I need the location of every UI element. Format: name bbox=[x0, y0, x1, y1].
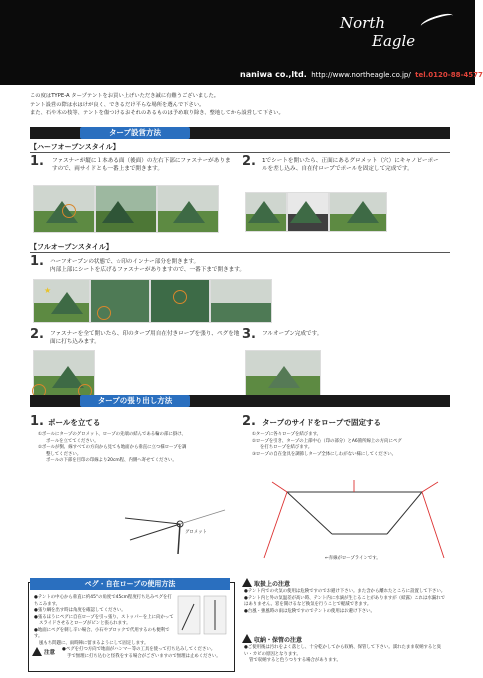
instruction-line: を打ちロープを結びます。 bbox=[260, 445, 313, 450]
instruction-line: ポールの下部を目印の印線より20cm程、内側へ寄せてください。 bbox=[46, 458, 177, 463]
note-line: 管で収納すると色うつりする場合があります。 bbox=[249, 658, 341, 663]
step-text: ファスナーを全て開いたら、印のタープ用自在付きロープを張り、ペグを地面に打ち込みます。 bbox=[50, 331, 240, 345]
photo bbox=[287, 192, 329, 232]
brand-line2: Eagle bbox=[372, 32, 416, 50]
section-bar bbox=[30, 395, 450, 407]
section-bar bbox=[30, 127, 450, 139]
step-number: 2. bbox=[30, 327, 44, 342]
photo bbox=[95, 185, 157, 233]
peg-line: ●張るほうにペグに自在ロープを引っ張り、ストッパーを上に向かって bbox=[34, 614, 174, 620]
brand-line1: North bbox=[340, 14, 386, 32]
star-icon: ★ bbox=[44, 286, 52, 295]
note-line: ●ご使用後は汚れをよく落とし、十分乾かしてから収納、保管して下さい。濡れたまま収納すると臭い・カビの原因となります。 bbox=[244, 645, 442, 657]
photo bbox=[33, 350, 95, 398]
step-number: 2. bbox=[242, 414, 256, 429]
photo bbox=[245, 192, 287, 232]
intro-text bbox=[30, 92, 450, 118]
photo bbox=[33, 185, 95, 233]
photo bbox=[245, 350, 321, 398]
note-line: ●テント内での火気の使用は危険ですのでお避け下さい。また含から離れたところに設置して下さい。 bbox=[244, 589, 446, 594]
step-number: 1. bbox=[30, 254, 44, 269]
handling-notes bbox=[244, 589, 449, 615]
section-title: タープの張り出し方法 bbox=[97, 396, 173, 405]
caution-heading: 注意 bbox=[44, 650, 56, 656]
caution-text bbox=[62, 647, 230, 660]
peg-box-title: ペグ・自在ロープの使用方法 bbox=[84, 580, 176, 588]
photo bbox=[150, 279, 210, 323]
storage-heading: 収納・保管の注意 bbox=[254, 637, 303, 644]
step-text: ファスナーが縦に１本ある面（後面）の左右下部にファスナーがありますので、両サイドとも一番上まで開きます。 bbox=[52, 158, 231, 172]
step-title: ポールを立てる bbox=[48, 418, 101, 427]
step-title: タープのサイドをロープで固定する bbox=[262, 418, 381, 427]
photo bbox=[157, 185, 219, 233]
instruction-line: ②ポールが倒、線すべての方向から見ても地面から垂直に立つ様ロープを調 bbox=[38, 445, 187, 450]
note-line: ●台風・強風時の雨は危険ですのでテントの使用はお避け下さい。 bbox=[244, 608, 375, 614]
full-open-heading: 【フルオープンスタイル】 bbox=[30, 243, 113, 251]
company-url[interactable]: http://www.northeagle.co.jp/ bbox=[311, 71, 411, 79]
instruction-line: 整してください。 bbox=[46, 451, 82, 457]
peg-box-title-bar bbox=[30, 578, 230, 590]
header-banner bbox=[0, 0, 483, 85]
handling-heading: 取扱上の注意 bbox=[254, 581, 291, 588]
peg-line: スライドさせるとロープがピンと張られます。 bbox=[39, 621, 131, 626]
instruction-line: ポールを立ててください。 bbox=[46, 438, 99, 444]
step-number: 3. bbox=[242, 327, 256, 342]
divider bbox=[30, 152, 450, 153]
photo bbox=[210, 279, 272, 323]
photo bbox=[329, 192, 387, 232]
company-info bbox=[240, 70, 483, 79]
company-tel: tel.0120-88-4577 bbox=[415, 71, 483, 79]
warning-icon bbox=[242, 634, 252, 643]
company-name: naniwa co.,ltd. bbox=[240, 70, 307, 79]
peg-instructions bbox=[34, 595, 174, 647]
highlight-circle bbox=[173, 290, 187, 304]
grommet-label: グロメット bbox=[185, 530, 207, 535]
peg-line: ●地面にペグを刺し辛い場合、小石やブロックで代用するのも便利です。 bbox=[34, 627, 170, 639]
caution-line: ●ペグを打つ方向で地面がハンマー等の工具を使って打ち込みしてください。 bbox=[62, 647, 216, 652]
step-text: 内部上部にシートを広げるファスナーがありますので、一番下まで開きます。 bbox=[50, 267, 245, 273]
step-number: 2. bbox=[242, 154, 256, 169]
highlight-circle bbox=[62, 204, 76, 218]
pole-diagram bbox=[120, 500, 230, 555]
photo bbox=[33, 279, 90, 323]
caution-icon bbox=[32, 647, 42, 656]
rope-diagram bbox=[262, 478, 447, 566]
step-text: フルオープン完成です。 bbox=[262, 331, 323, 337]
intro-line: テント設営の際は水はけが良く、できるだけ平らな場所を選んで下さい。 bbox=[30, 101, 205, 108]
peg-line: ●テントの中心から垂直に約45°の角度で45cm程度打ち込みペグを打ちこみます。 bbox=[34, 595, 172, 607]
caution-line: 手で無理に打ち込むと怪我をする場合がございますので無理は止めください。 bbox=[67, 653, 221, 659]
peg-line: 風もち問題に、雨時陣に留まるようにして固定します。 bbox=[39, 640, 149, 646]
instruction-line: ②ロープを引き、タープの上部中心（印の部分）とA6箇所線上の方向にペグ bbox=[252, 438, 402, 444]
step-instructions bbox=[38, 432, 238, 465]
peg-illustration bbox=[178, 596, 228, 636]
instruction-line: ①ポールにタープのグロメット、ロープの先端の結んである輪の部に掛け、 bbox=[38, 432, 186, 437]
storage-notes bbox=[244, 645, 449, 665]
feather-icon bbox=[419, 11, 454, 31]
half-open-heading: 【ハーフオープンスタイル】 bbox=[30, 143, 120, 151]
instruction-line: ①タープに各々ロープを結びます。 bbox=[252, 432, 322, 437]
step-instructions bbox=[252, 432, 452, 458]
section-title-pill bbox=[80, 395, 190, 407]
highlight-circle bbox=[97, 306, 111, 320]
note-line: ●テント内と外の気温差が高い時、テント内に水滴が生じることがありますが（結露）これは水漏れではありません。窓を開けるなど換気を行うことで軽減できます。 bbox=[244, 595, 445, 607]
intro-line: また、石や木の枝等、テントを傷つけるおそれのあるものは予め取り除き、整地してから設営して下さい。 bbox=[30, 110, 284, 117]
intro-line: この度はTYPE-A タープテントをお買い上げいただき誠に有難うございました。 bbox=[30, 93, 220, 99]
step-text: ハーフオープンの状態で、☆印のインナー部分を開きます。 bbox=[50, 259, 200, 265]
divider bbox=[30, 252, 450, 253]
step-number: 1. bbox=[30, 414, 44, 429]
section-title: タープ設営方法 bbox=[108, 128, 162, 137]
instruction-line: ③ロープの自在金具を調節しタープ全体にしわがない様にしてください。 bbox=[252, 451, 396, 457]
warning-icon bbox=[242, 578, 252, 587]
peg-line: ●張り綱を出す時は角度を確認してください。 bbox=[34, 608, 126, 613]
section-title-pill bbox=[80, 127, 190, 139]
step-text: 1でシートを開いたら、正面にあるグロメット（穴）にキャノピーポールを差し込み、自在付ロープでポールを固定して完成です。 bbox=[262, 158, 439, 172]
step-number: 1. bbox=[30, 154, 44, 169]
rope-label: ←赤線がロープラインです。 bbox=[325, 556, 381, 561]
photo bbox=[90, 279, 150, 323]
